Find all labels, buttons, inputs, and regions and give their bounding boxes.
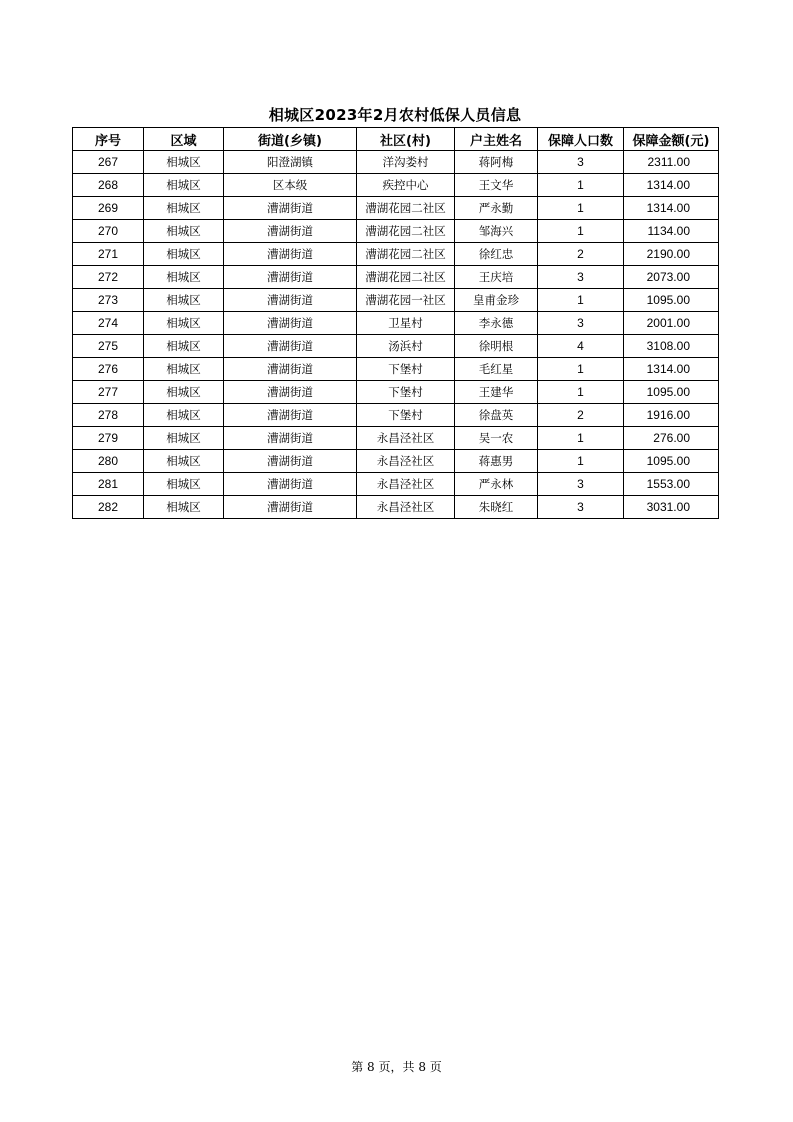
cell-community: 卫星村 [357, 312, 455, 335]
cell-covered-persons: 1 [538, 381, 624, 404]
cell-district: 相城区 [144, 427, 224, 450]
cell-amount: 1314.00 [624, 174, 719, 197]
cell-district: 相城区 [144, 358, 224, 381]
header-street: 街道(乡镇) [224, 128, 357, 151]
cell-street: 漕湖街道 [224, 220, 357, 243]
cell-householder: 徐盘英 [455, 404, 538, 427]
cell-covered-persons: 3 [538, 312, 624, 335]
cell-street: 漕湖街道 [224, 335, 357, 358]
cell-community: 永昌泾社区 [357, 427, 455, 450]
cell-community: 永昌泾社区 [357, 496, 455, 519]
cell-amount: 2073.00 [624, 266, 719, 289]
cell-serial: 267 [73, 151, 144, 174]
header-community: 社区(村) [357, 128, 455, 151]
cell-covered-persons: 3 [538, 496, 624, 519]
table-row [73, 243, 719, 266]
table-row [73, 404, 719, 427]
cell-district: 相城区 [144, 174, 224, 197]
cell-householder: 王建华 [455, 381, 538, 404]
table-row [73, 335, 719, 358]
cell-serial: 270 [73, 220, 144, 243]
cell-covered-persons: 1 [538, 197, 624, 220]
cell-serial: 275 [73, 335, 144, 358]
table-row [73, 197, 719, 220]
cell-amount: 1134.00 [624, 220, 719, 243]
cell-community: 漕湖花园二社区 [357, 243, 455, 266]
cell-community: 洋沟娄村 [357, 151, 455, 174]
cell-street: 漕湖街道 [224, 312, 357, 335]
cell-street: 漕湖街道 [224, 266, 357, 289]
cell-community: 下堡村 [357, 358, 455, 381]
cell-amount: 1314.00 [624, 358, 719, 381]
cell-amount: 1095.00 [624, 450, 719, 473]
cell-householder: 毛红星 [455, 358, 538, 381]
header-householder: 户主姓名 [455, 128, 538, 151]
cell-amount: 1553.00 [624, 473, 719, 496]
cell-amount: 3108.00 [624, 335, 719, 358]
cell-covered-persons: 1 [538, 220, 624, 243]
cell-district: 相城区 [144, 335, 224, 358]
cell-district: 相城区 [144, 220, 224, 243]
cell-street: 漕湖街道 [224, 450, 357, 473]
cell-street: 漕湖街道 [224, 358, 357, 381]
table-row [73, 220, 719, 243]
cell-district: 相城区 [144, 450, 224, 473]
table-body [73, 151, 719, 519]
cell-covered-persons: 3 [538, 266, 624, 289]
cell-householder: 徐明根 [455, 335, 538, 358]
table-row [73, 450, 719, 473]
cell-district: 相城区 [144, 496, 224, 519]
cell-serial: 269 [73, 197, 144, 220]
cell-community: 永昌泾社区 [357, 473, 455, 496]
cell-householder: 严永林 [455, 473, 538, 496]
cell-community: 漕湖花园一社区 [357, 289, 455, 312]
cell-district: 相城区 [144, 151, 224, 174]
cell-covered-persons: 4 [538, 335, 624, 358]
header-district: 区域 [144, 128, 224, 151]
cell-serial: 282 [73, 496, 144, 519]
cell-householder: 邹海兴 [455, 220, 538, 243]
cell-householder: 皇甫金珍 [455, 289, 538, 312]
cell-householder: 严永勤 [455, 197, 538, 220]
cell-householder: 李永德 [455, 312, 538, 335]
cell-district: 相城区 [144, 473, 224, 496]
header-amount: 保障金额(元) [624, 128, 719, 151]
table-row [73, 174, 719, 197]
cell-amount: 2311.00 [624, 151, 719, 174]
cell-amount: 276.00 [624, 427, 719, 450]
cell-serial: 278 [73, 404, 144, 427]
cell-district: 相城区 [144, 289, 224, 312]
cell-covered-persons: 1 [538, 450, 624, 473]
cell-covered-persons: 1 [538, 174, 624, 197]
cell-householder: 王文华 [455, 174, 538, 197]
table-row [73, 289, 719, 312]
cell-covered-persons: 1 [538, 427, 624, 450]
cell-householder: 蒋阿梅 [455, 151, 538, 174]
table-row [73, 496, 719, 519]
cell-amount: 1095.00 [624, 381, 719, 404]
table-row [73, 312, 719, 335]
cell-householder: 蒋惠男 [455, 450, 538, 473]
table-row [73, 266, 719, 289]
cell-street: 漕湖街道 [224, 197, 357, 220]
cell-community: 漕湖花园二社区 [357, 197, 455, 220]
cell-district: 相城区 [144, 266, 224, 289]
cell-householder: 徐红忠 [455, 243, 538, 266]
cell-street: 漕湖街道 [224, 404, 357, 427]
cell-community: 漕湖花园二社区 [357, 220, 455, 243]
cell-serial: 280 [73, 450, 144, 473]
cell-covered-persons: 1 [538, 358, 624, 381]
cell-street: 漕湖街道 [224, 427, 357, 450]
cell-district: 相城区 [144, 404, 224, 427]
cell-serial: 268 [73, 174, 144, 197]
cell-district: 相城区 [144, 381, 224, 404]
cell-amount: 2001.00 [624, 312, 719, 335]
cell-serial: 276 [73, 358, 144, 381]
header-serial: 序号 [73, 128, 144, 151]
cell-community: 疾控中心 [357, 174, 455, 197]
table-row [73, 358, 719, 381]
cell-street: 漕湖街道 [224, 289, 357, 312]
cell-district: 相城区 [144, 197, 224, 220]
cell-serial: 281 [73, 473, 144, 496]
document-title: 相城区2023年2月农村低保人员信息 [268, 106, 522, 124]
table-row [73, 381, 719, 404]
cell-community: 漕湖花园二社区 [357, 266, 455, 289]
table-row [73, 427, 719, 450]
cell-street: 漕湖街道 [224, 381, 357, 404]
page-footer: 第 8 页，共 8 页 [351, 1060, 442, 1074]
cell-covered-persons: 1 [538, 289, 624, 312]
cell-street: 漕湖街道 [224, 473, 357, 496]
table-header-row [73, 128, 719, 151]
cell-community: 下堡村 [357, 381, 455, 404]
table-row [73, 473, 719, 496]
cell-amount: 3031.00 [624, 496, 719, 519]
cell-covered-persons: 2 [538, 243, 624, 266]
cell-covered-persons: 2 [538, 404, 624, 427]
recipients-table [72, 127, 719, 519]
cell-district: 相城区 [144, 312, 224, 335]
cell-community: 汤浜村 [357, 335, 455, 358]
cell-householder: 朱晓红 [455, 496, 538, 519]
cell-street: 漕湖街道 [224, 496, 357, 519]
cell-householder: 吴一农 [455, 427, 538, 450]
cell-covered-persons: 3 [538, 151, 624, 174]
cell-street: 漕湖街道 [224, 243, 357, 266]
cell-street: 区本级 [224, 174, 357, 197]
cell-serial: 274 [73, 312, 144, 335]
cell-covered-persons: 3 [538, 473, 624, 496]
cell-serial: 272 [73, 266, 144, 289]
cell-serial: 279 [73, 427, 144, 450]
cell-amount: 1314.00 [624, 197, 719, 220]
cell-community: 永昌泾社区 [357, 450, 455, 473]
cell-amount: 2190.00 [624, 243, 719, 266]
cell-householder: 王庆培 [455, 266, 538, 289]
cell-serial: 271 [73, 243, 144, 266]
cell-street: 阳澄湖镇 [224, 151, 357, 174]
cell-serial: 277 [73, 381, 144, 404]
header-covered-persons: 保障人口数 [538, 128, 624, 151]
table-row [73, 151, 719, 174]
cell-serial: 273 [73, 289, 144, 312]
cell-amount: 1916.00 [624, 404, 719, 427]
cell-district: 相城区 [144, 243, 224, 266]
cell-community: 下堡村 [357, 404, 455, 427]
cell-amount: 1095.00 [624, 289, 719, 312]
